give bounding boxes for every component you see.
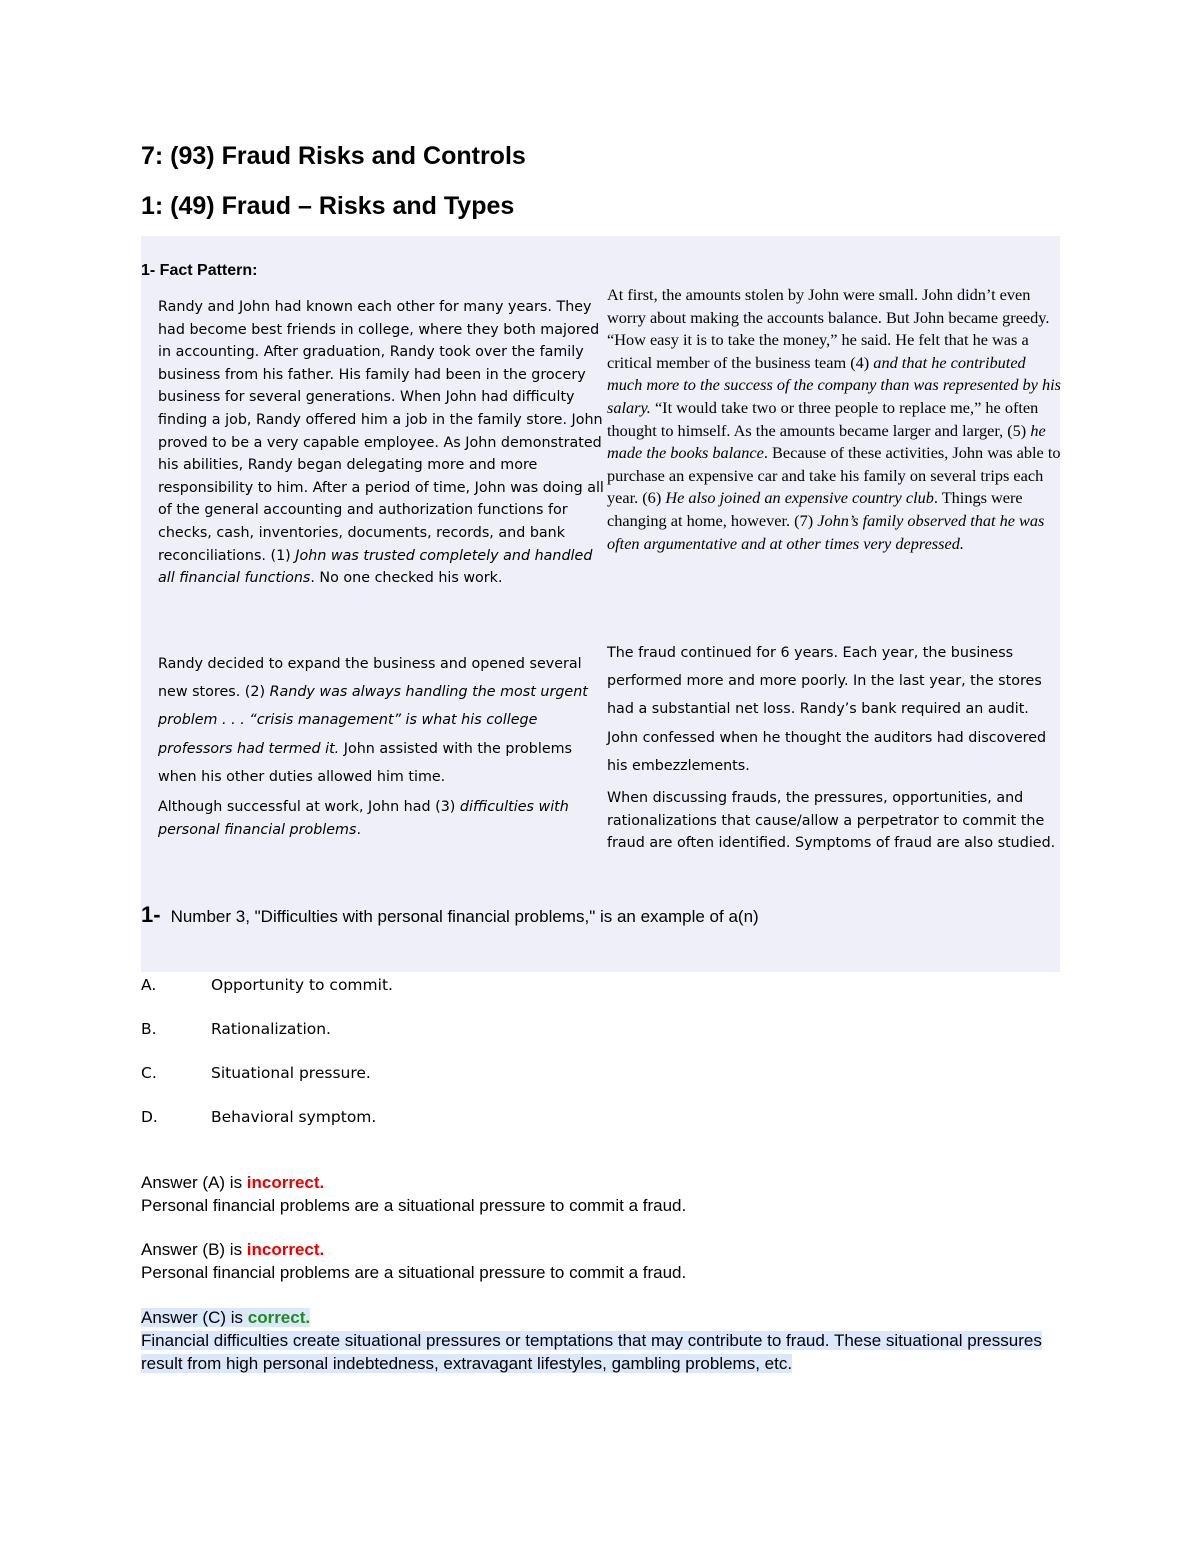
text-run: At first, the amounts stolen by John were small. John didn’t even worry about making the accounts balance. But John became greedy. “How easy it is to take the money,” he said. He felt that he was a critical member of the business team (4) — [607, 285, 1050, 372]
text-run: John assisted with the problems when his other duties allowed him time. — [158, 740, 572, 785]
emphasis-run: he made the books balance — [607, 420, 1046, 463]
emphasis-run: Randy was always handling the most urgent problem . . . “crisis management” is what his college professors had termed it. — [158, 684, 588, 757]
answer-option-d[interactable] — [141, 1108, 376, 1126]
section-heading: 7: (93) Fraud Risks and Controls — [141, 142, 526, 170]
text-run: . Because of these activities, John was able to purchase an expensive car and take his family on several trips each year. (6) — [607, 443, 1061, 508]
subsection-heading: 1: (49) Fraud – Risks and Types — [141, 192, 515, 220]
answer-option-c[interactable] — [141, 1064, 371, 1082]
option-text: Rationalization. — [211, 1020, 331, 1038]
right-column-paragraph-3 — [607, 787, 1062, 855]
text-run: The fraud continued for 6 years. Each year, the business performed more and more poorly. In the last year, the stores had a substantial net loss. Randy’s bank required an audit. John confessed when he thought the auditors had discovered his embezzlements. — [607, 645, 1047, 774]
left-column-paragraph-2 — [158, 650, 598, 791]
text-run: When discussing frauds, the pressures, opportunities, and rationalizations that cause/allow a perpetrator to commit the fraud are often identified. Symptoms of fraud are also studied. — [607, 790, 1056, 852]
answer-explanation-c — [141, 1306, 1061, 1375]
text-run: . No one checked his work. — [310, 570, 503, 587]
answer-prefix: Answer (B) is — [141, 1240, 247, 1259]
answer-option-b[interactable] — [141, 1020, 331, 1038]
verdict-incorrect: incorrect. — [246, 1173, 325, 1192]
emphasis-run: difficulties with personal financial problems — [158, 799, 569, 838]
question-number: 1- — [141, 902, 161, 927]
emphasis-run: John was trusted completely and handled all financial functions — [158, 547, 593, 587]
explanation-text: Financial difficulties create situational pressures or temptations that may contribute to fraud. These situational pressures result from high personal indebtedness, extravagant lifestyles, gambling problems, etc. — [141, 1331, 1042, 1373]
answer-prefix: Answer (A) is — [141, 1173, 247, 1192]
text-run: . Things were changing at home, however. (7) — [607, 488, 1023, 530]
emphasis-run: John’s family observed that he was often argumentative and at other times very depressed. — [607, 510, 1045, 553]
option-letter: C. — [141, 1064, 157, 1082]
answer-option-a[interactable] — [141, 976, 393, 994]
verdict-correct: correct. — [247, 1308, 311, 1327]
question-text: Number 3, "Difficulties with personal financial problems," is an example of a(n) — [170, 907, 759, 926]
emphasis-run: He also joined an expensive country club — [665, 488, 934, 508]
right-column-paragraph-2 — [607, 639, 1057, 780]
answer-prefix: Answer (C) is — [141, 1308, 248, 1327]
emphasis-run: and that he contributed much more to the success of the company than was represented by his salary. — [607, 352, 1061, 417]
option-text: Opportunity to commit. — [211, 976, 393, 994]
text-run: Randy decided to expand the business and opened several new stores. (2) — [158, 656, 582, 701]
option-letter: D. — [141, 1108, 158, 1126]
left-column-paragraph-1 — [158, 296, 606, 590]
answer-explanation-a — [141, 1171, 1061, 1217]
explanation-text: Personal financial problems are a situational pressure to commit a fraud. — [141, 1196, 687, 1215]
option-text: Situational pressure. — [211, 1064, 371, 1082]
question-stem — [141, 902, 759, 928]
option-text: Behavioral symptom. — [211, 1108, 377, 1126]
fact-pattern-label: 1- Fact Pattern: — [141, 262, 258, 279]
explanation-text: Personal financial problems are a situational pressure to commit a fraud. — [141, 1263, 687, 1282]
right-column-paragraph-1 — [607, 284, 1062, 555]
option-letter: B. — [141, 1020, 157, 1038]
option-letter: A. — [141, 976, 157, 994]
text-run: Randy and John had known each other for many years. They had become best friends in college, where they both majored in accounting. After graduation, Randy took over the family business from his father. His family had been in the grocery business for several generations. When John had difficulty finding a job, Randy offered him a job in the family store. John proved to be a very capable employee. As John demonstrated his abilities, Randy began delegating more and more responsibility to him. After a period of time, John was doing all of the general accounting and authorization functions for checks, cash, inventories, documents, records, and bank reconciliations. (1) — [158, 299, 604, 564]
text-run: “It would take two or three people to replace me,” he often thought to himself. As the amounts became larger and larger, (5) — [607, 397, 1039, 440]
left-column-paragraph-3 — [158, 796, 598, 841]
text-run: Although successful at work, John had (3) — [158, 799, 460, 815]
answer-explanation-b — [141, 1238, 1061, 1284]
verdict-incorrect: incorrect. — [246, 1240, 325, 1259]
text-run: . — [356, 821, 361, 838]
